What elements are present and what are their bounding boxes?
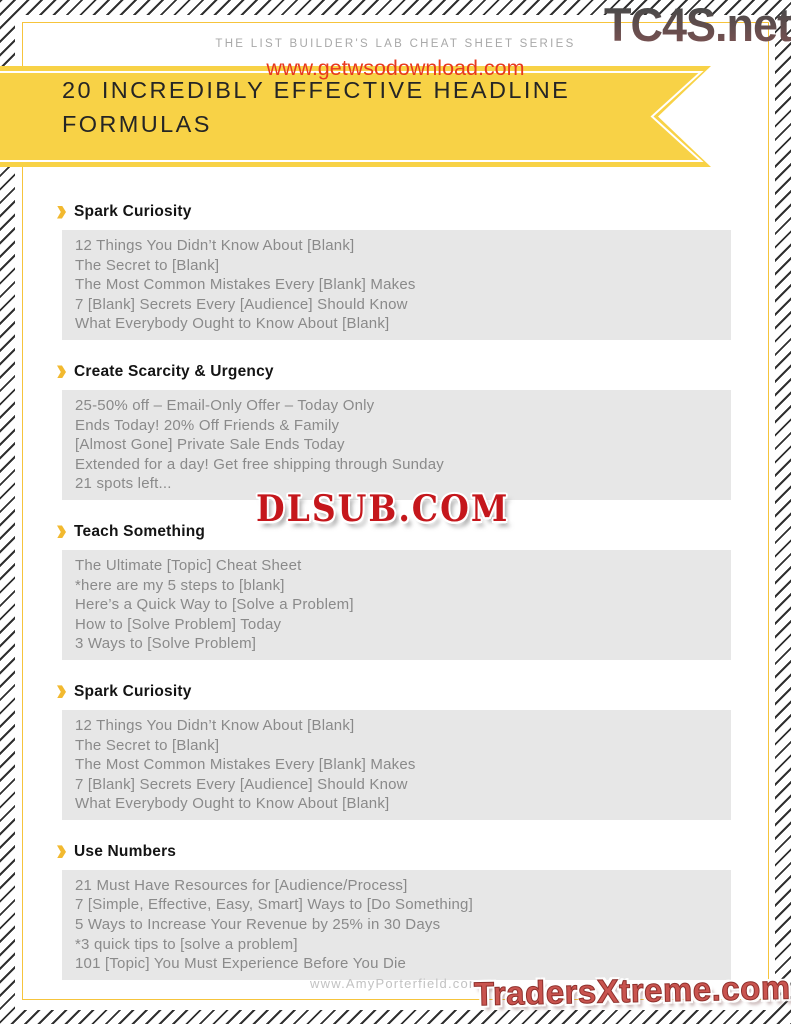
headline-section xyxy=(57,203,731,340)
formula-item: 12 Things You Didn’t Know About [Blank] xyxy=(75,237,355,254)
tradersxtreme-watermark-logo: TradersXtreme.com xyxy=(473,968,791,1013)
formula-item: How to [Solve Problem] Today xyxy=(75,615,282,633)
footer-site-url: www.AmyPorterfield.com xyxy=(310,976,481,991)
chevron-right-icon xyxy=(57,525,66,538)
formula-list xyxy=(62,390,731,500)
section-header xyxy=(57,683,731,701)
sections-container xyxy=(57,203,731,1003)
formula-item: 12 Things You Didn’t Know About [Blank] xyxy=(75,716,355,734)
tc4s-watermark-logo: TC4S.net xyxy=(603,0,791,52)
formula-item: 3 Ways to [Solve Problem] xyxy=(75,635,257,653)
section-title: Use Numbers xyxy=(74,842,177,860)
getwsodownload-watermark: www.getwsodownload.com xyxy=(266,56,525,80)
formula-item: Extended for a day! Get free shipping through Sunday xyxy=(75,455,444,473)
formula-item: Ends Today! 20% Off Friends & Family xyxy=(75,416,340,434)
dlsub-watermark-logo: DLSUB.COM xyxy=(256,487,510,530)
formula-list xyxy=(62,870,731,980)
section-header xyxy=(57,843,731,861)
formula-item: 25-50% off – Email-Only Offer – Today Only xyxy=(75,396,375,414)
section-title: Teach Something xyxy=(74,522,206,540)
section-title: Spark Curiosity xyxy=(74,203,192,220)
section-title: Spark Curiosity xyxy=(74,682,192,700)
chevron-right-icon xyxy=(57,365,66,378)
series-caption: THE LIST BUILDER'S LAB CHEAT SHEET SERIES xyxy=(215,38,576,50)
chevron-right-icon xyxy=(57,845,66,858)
title-ribbon-banner xyxy=(0,66,711,167)
formula-list xyxy=(62,550,731,660)
formula-item: 7 [Blank] Secrets Every [Audience] Should Know xyxy=(75,295,408,313)
headline-section xyxy=(57,523,731,660)
formula-item: 7 [Blank] Secrets Every [Audience] Should Know xyxy=(75,775,408,793)
headline-section xyxy=(57,363,731,500)
formula-item: The Most Common Mistakes Every [Blank] Makes xyxy=(75,276,416,294)
formula-item: 5 Ways to Increase Your Revenue by 25% in 30 Days xyxy=(75,916,441,934)
section-header xyxy=(57,203,731,221)
formula-list xyxy=(62,710,731,820)
chevron-right-icon xyxy=(57,685,66,698)
formula-item: The Secret to [Blank] xyxy=(75,256,220,274)
section-header xyxy=(57,363,731,381)
formula-item: The Ultimate [Topic] Cheat Sheet xyxy=(75,556,302,574)
headline-section xyxy=(57,683,731,820)
formula-item: Here’s a Quick Way to [Solve a Problem] xyxy=(75,596,354,614)
formula-item: What Everybody Ought to Know About [Blank] xyxy=(75,315,390,333)
formula-item: 7 [Simple, Effective, Easy, Smart] Ways to [Do Something] xyxy=(75,896,473,914)
chevron-right-icon xyxy=(57,206,66,219)
formula-item: [Almost Gone] Private Sale Ends Today xyxy=(75,436,345,454)
formula-item: 21 Must Have Resources for [Audience/Process] xyxy=(75,876,408,894)
formula-item: The Most Common Mistakes Every [Blank] Makes xyxy=(75,756,416,774)
formula-item: 21 spots left... xyxy=(75,475,172,493)
formula-item: *here are my 5 steps to [blank] xyxy=(75,576,285,594)
page-title: 20 INCREDIBLY EFFECTIVE HEADLINE FORMULAS xyxy=(62,77,571,137)
formula-item: What Everybody Ought to Know About [Blank] xyxy=(75,795,390,813)
formula-list xyxy=(62,230,731,340)
headline-section xyxy=(57,843,731,980)
formula-item: 101 [Topic] You Must Experience Before You Die xyxy=(75,955,407,973)
formula-item: *3 quick tips to [solve a problem] xyxy=(75,935,298,953)
formula-item: The Secret to [Blank] xyxy=(75,736,220,754)
section-title: Create Scarcity & Urgency xyxy=(74,362,274,380)
